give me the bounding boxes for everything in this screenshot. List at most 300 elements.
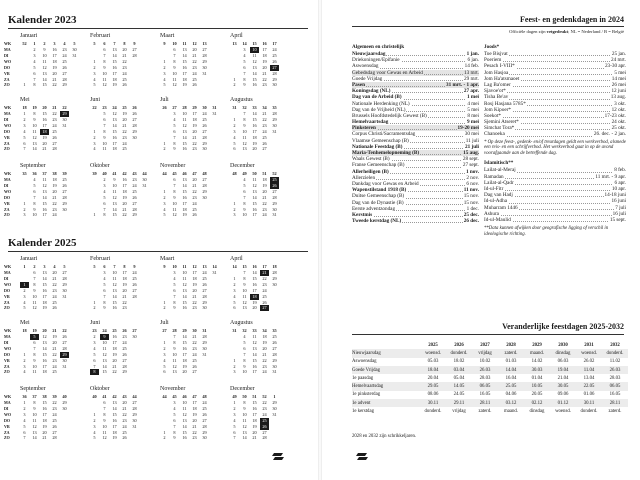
calendar-day: 22 <box>192 429 197 435</box>
weekday-label: DO <box>4 194 10 200</box>
week-number: 5 <box>93 264 96 269</box>
calendar-day: 14 <box>252 270 257 275</box>
holiday-day: 27 <box>270 65 279 71</box>
day-row <box>160 305 234 311</box>
calendar-day: 3 <box>173 400 176 405</box>
holiday-name: Pinksteren <box>352 125 376 132</box>
holiday-entry <box>352 218 479 224</box>
calendar-day: 7 <box>103 206 106 212</box>
calendar-day: 6 <box>243 188 246 194</box>
week-number: 3 <box>53 41 56 46</box>
calendar-day: 30 <box>132 417 137 423</box>
calendar-day: 5 <box>243 182 246 188</box>
week-number: 9 <box>133 264 136 269</box>
table-cell: 18.02 <box>453 359 465 365</box>
calendar-day: 19 <box>252 423 257 429</box>
calendar-day: 24 <box>272 47 277 52</box>
calendar-day: 28 <box>132 206 137 212</box>
week-number: 10 <box>172 264 177 269</box>
week-number: 44 <box>142 171 147 176</box>
calendar-day: 17 <box>112 423 117 429</box>
week-number: 51 <box>252 394 257 399</box>
table-cell: 01.06 <box>583 392 595 398</box>
holiday-name: Poeriem <box>484 57 502 64</box>
calendar-day: 11 <box>252 52 257 58</box>
calendar-day: 4 <box>243 177 246 182</box>
calendar-day: 21 <box>52 345 57 351</box>
calendar-day: 25 <box>202 405 207 411</box>
calendar-day: 1 <box>163 188 166 194</box>
calendar-day: 20 <box>122 116 127 122</box>
day-row <box>20 212 94 218</box>
week-number: 3 <box>43 264 46 269</box>
calendar-day: 1 <box>23 82 26 88</box>
weekday-label: WO <box>4 411 12 417</box>
weekday-label: WO <box>4 58 12 64</box>
week-number: 20 <box>42 328 47 333</box>
calendar-day: 24 <box>202 400 207 405</box>
holiday-date: 15 sept. <box>609 216 626 223</box>
calendar-day: 29 <box>62 82 67 88</box>
calendar-day: 1 <box>23 111 26 116</box>
table-cell: 06.03 <box>557 359 569 365</box>
holiday-name: Pesach I-VIII* <box>484 63 515 70</box>
week-number: 11 <box>182 264 187 269</box>
table-cell: 30.05 <box>550 382 576 390</box>
calendar-day: 12 <box>32 423 37 429</box>
week-number: 4 <box>53 264 56 269</box>
calendar-day: 8 <box>103 411 106 417</box>
holiday-date: 1 nov. <box>466 168 479 175</box>
calendar-day: 2 <box>163 435 166 441</box>
calendar-day: 20 <box>262 188 267 194</box>
calendar-day: 19 <box>182 363 187 369</box>
calendar-day: 3 <box>23 411 26 417</box>
holiday-name: Goede Vrijdag <box>352 75 383 82</box>
day-row <box>90 435 164 441</box>
calendar-day: 19 <box>182 82 187 88</box>
holiday-name: Jom Kipoer* <box>484 106 511 113</box>
calendar-day: 1 <box>233 400 236 405</box>
table-cell: dinsdag <box>550 349 576 357</box>
calendar-day: 6 <box>23 140 26 146</box>
calendar-day: 18 <box>122 188 127 194</box>
calendar-day: 27 <box>132 200 137 206</box>
calendar-day: 14 <box>182 334 187 339</box>
table-cell: donderd. <box>446 349 472 357</box>
calendar-day: 14 <box>252 70 257 76</box>
calendar-day: 4 <box>163 76 166 82</box>
calendar-day: 27 <box>202 287 207 293</box>
calendar-day: 11 <box>102 429 107 435</box>
calendar-day: 15 <box>42 351 47 357</box>
calendar-day: 4 <box>33 58 36 64</box>
calendar-day: 12 <box>252 339 257 345</box>
calendar-day: 17 <box>252 411 257 417</box>
calendar-day: 29 <box>62 400 67 405</box>
calendar-day: 8 <box>173 339 176 345</box>
calendar-day: 5 <box>233 423 236 429</box>
holiday-date: 8 feb. <box>614 167 626 174</box>
calendar-day: 30 <box>62 116 67 122</box>
holiday-day: 9 <box>100 334 109 340</box>
calendar-day: 24 <box>52 363 57 369</box>
calendar-day: 21 <box>122 293 127 299</box>
calendar-day: 3 <box>173 111 176 116</box>
calendar-day: 10 <box>32 212 37 218</box>
day-row <box>230 435 304 441</box>
calendar-day: 20 <box>192 287 197 293</box>
calendar-day: 10 <box>32 293 37 299</box>
table-cell: woensd. <box>576 349 602 357</box>
calendar-day: 31 <box>142 182 147 188</box>
calendar-day: 15 <box>112 58 117 64</box>
calendar-day: 19 <box>262 58 267 64</box>
month-december <box>230 164 304 220</box>
calendar-day: 26 <box>62 334 67 339</box>
calendar-day: 4 <box>23 299 26 305</box>
week-number: 40 <box>92 394 97 399</box>
holiday-date: 11 juli <box>465 137 479 144</box>
row-label: Hemelvaartsdag <box>352 382 420 390</box>
week-number: 9 <box>163 264 166 269</box>
calendar-day: 15 <box>252 400 257 405</box>
calendar-day: 12 <box>182 122 187 128</box>
calendar-day: 29 <box>62 200 67 206</box>
calendar-day: 8 <box>173 299 176 305</box>
calendar-day: 30 <box>272 206 277 212</box>
calendar-day: 8 <box>33 281 36 287</box>
calendar-day: 22 <box>122 128 127 134</box>
table-cell: 10.02 <box>479 359 491 365</box>
calendar-day: 20 <box>122 400 127 405</box>
calendar-day: 12 <box>112 281 117 287</box>
calendar-day: 3 <box>23 363 26 369</box>
holiday-name: Simchat Tora* <box>484 125 515 132</box>
calendar-day: 11 <box>112 275 117 281</box>
calendar-day: 26 <box>52 423 57 429</box>
calendar-day: 24 <box>192 351 197 357</box>
week-number: 35 <box>272 328 277 333</box>
calendar-day: 14 <box>112 206 117 212</box>
calendar-day: 16 <box>112 134 117 140</box>
calendar-day: 20 <box>52 70 57 76</box>
holiday-date: 12 juni <box>611 88 626 95</box>
holiday-date: 4 mei <box>467 100 479 107</box>
holiday-date: 11 mrt. - 9 apr. <box>595 173 626 180</box>
calendar-day: 23 <box>122 417 127 423</box>
week-number: 30 <box>192 328 197 333</box>
calendar-day: 29 <box>202 299 207 305</box>
calendar-day: 7 <box>243 70 246 76</box>
calendar-day: 18 <box>112 76 117 82</box>
holiday-name: Sjavoe'ot* <box>484 88 506 95</box>
calendar-day: 17 <box>42 293 47 299</box>
calendar-day: 7 <box>173 423 176 429</box>
week-number: 48 <box>232 171 237 176</box>
calendar-day: 12 <box>32 134 37 140</box>
calendar-day: 14 <box>252 194 257 200</box>
calendar-day: 11 <box>102 146 107 152</box>
calendar-day: 29 <box>202 140 207 146</box>
holiday-name: Muharram 1446 <box>484 204 518 211</box>
calendar-day: 16 <box>252 82 257 88</box>
calendar-day: 9 <box>243 405 246 411</box>
week-number: 31 <box>232 328 237 333</box>
calendar-day: 6 <box>33 188 36 194</box>
holiday-date: 1 mei <box>467 94 479 101</box>
calendar-day: 13 <box>112 287 117 293</box>
calendar-day: 6 <box>23 429 26 435</box>
calendar-day: 14 <box>112 52 117 58</box>
calendar-day: 14 <box>42 76 47 82</box>
holiday-day: 18 <box>40 129 49 135</box>
calendar-day: 10 <box>172 200 177 206</box>
table-cell: 26.03 <box>602 366 628 374</box>
calendar-day: 13 <box>42 188 47 194</box>
calendar-day: 13 <box>112 116 117 122</box>
calendar-day: 16 <box>182 435 187 441</box>
week-number: 26 <box>122 328 127 333</box>
table-cell: 03.04 <box>446 366 472 374</box>
calendar-day: 11 <box>242 417 247 423</box>
week-number: 32 <box>242 328 247 333</box>
week-number: 5 <box>73 41 76 46</box>
calendar-day: 16 <box>252 206 257 212</box>
week-number: 19 <box>32 328 37 333</box>
week-number: 22 <box>62 105 67 110</box>
calendar-day: 10 <box>242 411 247 417</box>
holiday-date: 14 feb. <box>464 63 479 70</box>
holiday-day: 8 <box>90 369 99 375</box>
weekday-label: VR <box>4 357 10 363</box>
week-number: 50 <box>252 171 257 176</box>
holiday-date: 3 okt. <box>614 100 626 107</box>
calendar-day: 13 <box>32 429 37 435</box>
calendar-day: 29 <box>132 128 137 134</box>
calendar-day: 15 <box>252 116 257 122</box>
month-name: Juni <box>90 320 101 326</box>
calendar-day: 14 <box>42 345 47 351</box>
day-row <box>230 305 304 311</box>
holiday-day: 26 <box>270 183 279 189</box>
calendar-day: 10 <box>242 128 247 134</box>
weekday-label: VR <box>4 200 10 206</box>
calendar-day: 4 <box>243 52 246 58</box>
weekday-label: ZO <box>4 305 10 311</box>
calendar-day: 8 <box>33 111 36 116</box>
holiday-date: 25 jan. <box>611 51 626 57</box>
calendar-day: 24 <box>122 70 127 76</box>
calendar-day: 30 <box>72 47 77 52</box>
calendar-day: 6 <box>173 177 176 182</box>
week-number: 2 <box>43 41 46 46</box>
calendar-day: 30 <box>62 287 67 293</box>
calendar-day: 26 <box>52 305 57 311</box>
month-januari <box>20 34 94 90</box>
calendar-day: 16 <box>42 405 47 411</box>
calendar-day: 17 <box>182 351 187 357</box>
calendar-day: 25 <box>122 345 127 351</box>
calendar-day: 1 <box>163 429 166 435</box>
calendar-day: 12 <box>42 334 47 339</box>
calendar-day: 22 <box>262 275 267 281</box>
day-row <box>230 146 304 152</box>
week-number: 42 <box>112 394 117 399</box>
week-number: 1 <box>23 264 26 269</box>
calendar-day: 23 <box>122 64 127 70</box>
calendar-day: 11 <box>242 293 247 299</box>
holiday-date: 6 apr. <box>614 179 626 186</box>
holiday-name: Id-ul-Adha <box>484 198 508 205</box>
table-row <box>352 358 628 366</box>
weekday-label: DO <box>4 417 10 423</box>
calendar-day: 15 <box>252 357 257 363</box>
table-cell: 20.04 <box>427 375 439 381</box>
calendar-day: 12 <box>242 423 247 429</box>
calendar-day: 22 <box>52 200 57 206</box>
calendar-day: 21 <box>192 293 197 299</box>
calendar-day: 6 <box>33 339 36 345</box>
wk-label: WK <box>4 171 12 176</box>
calendar-day: 18 <box>42 417 47 423</box>
calendar-day: 18 <box>182 76 187 82</box>
calendar-day: 26 <box>132 194 137 200</box>
day-row <box>90 212 164 218</box>
calendar-day: 20 <box>192 177 197 182</box>
calendar-day: 14 <box>252 111 257 116</box>
calendar-day: 11 <box>182 405 187 411</box>
calendar-day: 26 <box>132 111 137 116</box>
calendar-day: 20 <box>122 287 127 293</box>
calendar-day: 3 <box>23 293 26 299</box>
calendar-day: 26 <box>62 64 67 70</box>
day-row <box>230 212 304 218</box>
holiday-name: Dag van de Vrijheid (NL) <box>352 106 406 113</box>
calendar-day: 18 <box>42 369 47 375</box>
calendar-day: 4 <box>33 177 36 182</box>
calendar-day: 28 <box>202 293 207 299</box>
calendar-day: 25 <box>52 417 57 423</box>
calendar-day: 3 <box>23 122 26 128</box>
holiday-name: Dag van de Dynastie (B) <box>352 199 404 206</box>
holiday-date: 30 mei <box>464 131 479 138</box>
table-cell: vrijdag <box>472 349 498 357</box>
calendar-day: 17 <box>122 182 127 188</box>
calendar-day: 24 <box>52 411 57 417</box>
year-header: 2028 <box>506 342 516 348</box>
calendar-day: 7 <box>33 76 36 82</box>
week-number: 13 <box>202 264 207 269</box>
week-number: 8 <box>123 264 126 269</box>
calendar-day: 9 <box>173 305 176 311</box>
table-cell: maand. <box>524 349 550 357</box>
calendar-day: 15 <box>112 212 117 218</box>
calendar-day: 3 <box>93 70 96 76</box>
calendar-day: 5 <box>243 58 246 64</box>
table-cell: 30.11 <box>420 399 446 407</box>
week-number: 17 <box>262 264 267 269</box>
row-label: Aswoensdag <box>352 359 377 365</box>
calendar-day: 7 <box>23 435 26 441</box>
calendar-day: 28 <box>272 111 277 116</box>
calendar-day: 30 <box>202 345 207 351</box>
calendar-day: 20 <box>122 200 127 206</box>
calendar-day: 29 <box>272 400 277 405</box>
week-number: 44 <box>132 394 137 399</box>
calendar-day: 9 <box>173 435 176 441</box>
calendar-day: 26 <box>192 363 197 369</box>
calendar-day: 30 <box>272 122 277 128</box>
calendar-day: 13 <box>252 188 257 194</box>
week-number: 12 <box>192 264 197 269</box>
week-number: 1 <box>273 394 276 399</box>
calendar-day: 16 <box>112 334 117 339</box>
calendar-day: 14 <box>32 146 37 152</box>
calendar-title: Kalender 2023 <box>8 14 77 26</box>
calendar-day: 11 <box>32 128 37 134</box>
week-number: 44 <box>162 171 167 176</box>
calendar-day: 6 <box>233 305 236 311</box>
calendar-day: 10 <box>172 351 177 357</box>
holiday-date: 13 mrt. <box>464 69 479 76</box>
calendar-day: 7 <box>103 122 106 128</box>
table-rule <box>352 334 624 335</box>
calendar-day: 30 <box>272 405 277 411</box>
calendar-day: 14 <box>182 423 187 429</box>
table-cell: donderd. <box>424 409 442 415</box>
calendar-day: 21 <box>262 351 267 357</box>
calendar-day: 16 <box>252 405 257 411</box>
calendar-day: 18 <box>192 405 197 411</box>
month-oktober <box>90 164 164 220</box>
calendar-day: 10 <box>242 369 247 375</box>
calendar-day: 29 <box>272 116 277 122</box>
calendar-day: 26 <box>192 82 197 88</box>
holiday-name: Chanoeka <box>484 131 505 138</box>
calendar-day: 25 <box>202 275 207 281</box>
calendar-day: 18 <box>252 417 257 423</box>
calendar-day: 14 <box>182 293 187 299</box>
weekday-label: VR <box>4 293 10 299</box>
calendar-day: 26 <box>62 182 67 188</box>
calendar-day: 4 <box>173 116 176 122</box>
calendar-day: 22 <box>52 351 57 357</box>
calendar-day: 17 <box>52 52 57 58</box>
calendar-day: 13 <box>112 200 117 206</box>
calendar-day: 23 <box>192 64 197 70</box>
calendar-day: 3 <box>173 270 176 275</box>
calendar-day: 3 <box>103 270 106 275</box>
calendar-day: 3 <box>233 369 236 375</box>
calendar-day: 10 <box>182 270 187 275</box>
week-number: 43 <box>122 394 127 399</box>
calendar-day: 29 <box>202 188 207 194</box>
month-name: Mei <box>20 320 30 326</box>
calendar-day: 6 <box>33 270 36 275</box>
month-maart <box>160 257 234 313</box>
table-row <box>352 407 628 415</box>
calendar-day: 8 <box>33 82 36 88</box>
calendar-day: 9 <box>243 206 246 212</box>
calendar-day: 28 <box>52 435 57 441</box>
day-row <box>160 369 234 375</box>
calendar-day: 24 <box>132 182 137 188</box>
calendar-day: 26 <box>52 134 57 140</box>
holiday-date: 31 mrt. - 1 apr. <box>446 81 479 88</box>
calendar-day: 28 <box>132 293 137 299</box>
calendar-day: 9 <box>113 177 116 182</box>
